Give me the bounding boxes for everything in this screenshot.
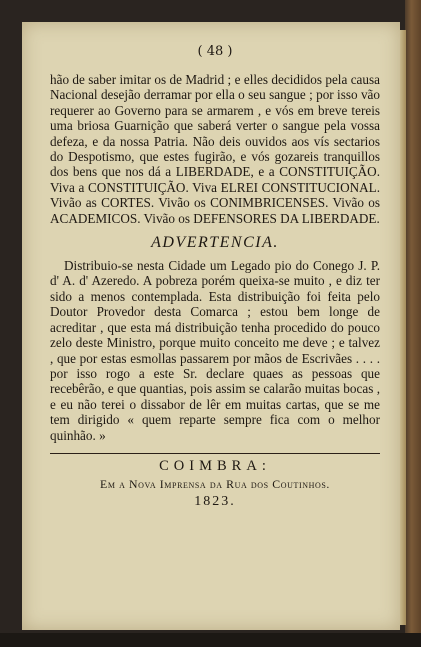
imprint-press: Em a Nova Imprensa da Rua dos Coutinhos. (100, 476, 330, 491)
book-binding-edge (405, 0, 421, 647)
paragraph-advertencia: Distribuio-se nesta Cidade um Legado pio do Conego J. P. d' A. d' Azeredo. A pobreza porém queixa-se muito , e diz ter sido a menos contemplada. Esta distribuição foi feita pelo Doutor Provedor desta Comarca ; estou bem longe de acreditar , que esta má distribuição tenha procedido do pouco zelo deste Ministro, porque muito conceito me deve ; e talvez , que por estas esmollas passarem por mãos de Escrivães . . . . por isso rogo a este Sr. declare quaes as pessoas que recebêrão, e que quantias, pois assim se calarão muitas bocas , e eu não terei o dissabor de lêr em muitas cartas, que se me tem dirigido « quem reparte sempre fica com o melhor quinhão. » (50, 258, 380, 443)
paragraph-proclamation: hão de saber imitar os de Madrid ; e elles decididos pela causa Nacional desejão derramar por ella o seu sangue ; por isso vão requerer ao Governo para se armarem , e vós em breve tereis uma briosa Guarnição que saberá verter o sangue pela vossa defeza, e da nossa Patria. Não deis ouvidos aos vís sectarios do Despotismo, que estes fugirão, e vós gozareis tranquillos dos bens que nos dá a LIBERDADE, e a CONSTITUIÇÃO. Viva a CONSTITUIÇÃO. Viva ELREI CONSTITUCIONAL. Vivão as CORTES. Vivão os CONIMBRICENSES. Vivão os ACADEMICOS. Vivão os DEFENSORES DA LIBERDADE. (50, 72, 380, 226)
page-number: ( 48 ) (197, 44, 233, 59)
imprint-place: COIMBRA: (159, 457, 271, 474)
section-heading: ADVERTENCIA. (151, 234, 279, 252)
imprint-rule (50, 453, 380, 454)
scan-backdrop (0, 633, 421, 647)
imprint-year: 1823. (194, 493, 236, 509)
page-content (50, 44, 380, 510)
page-edge-stack (400, 30, 406, 625)
